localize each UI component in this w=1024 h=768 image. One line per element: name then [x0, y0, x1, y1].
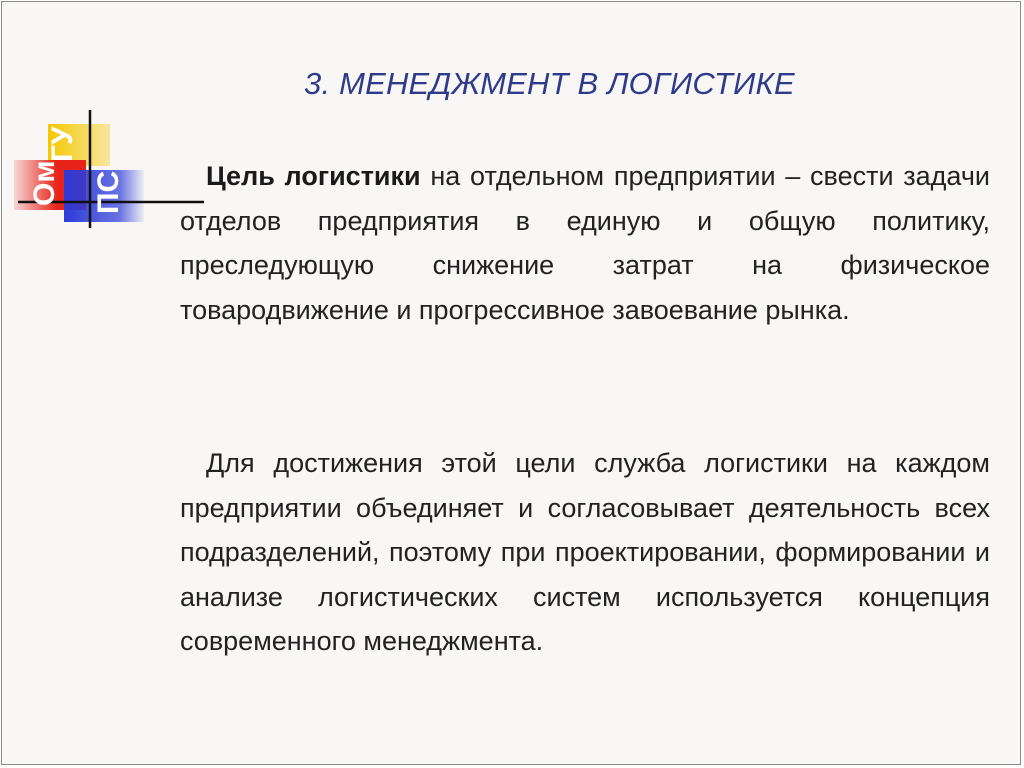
paragraph-goal-text: на отдельном предприятии – свести задачи отделов предприятия в единую и общую политику, преследующую снижение затрат на физическое товародвижение и прогрессивное завоевание рынка. [180, 161, 990, 325]
paragraph-goal [180, 154, 990, 332]
slide [1, 1, 1021, 765]
slide-title: 3. МЕНЕДЖМЕНТ В ЛОГИСТИКЕ [304, 66, 795, 101]
paragraph-achievement-text: Для достижения этой цели служба логистики на каждом предприятии объединяет и согласовывает деятельность всех подразделений, поэтому при проектировании, формировании и анализе логистических систем используется концепция современного менеджмента. [180, 448, 990, 656]
paragraph-goal-bold-lead: Цель логистики [206, 161, 421, 191]
logo-letters-left: Ом [28, 160, 61, 206]
paragraph-achievement [180, 441, 990, 664]
logo-letters-top: ГУ [46, 126, 79, 162]
logo-letters-right: ПС [92, 170, 125, 214]
university-logo [14, 102, 204, 232]
